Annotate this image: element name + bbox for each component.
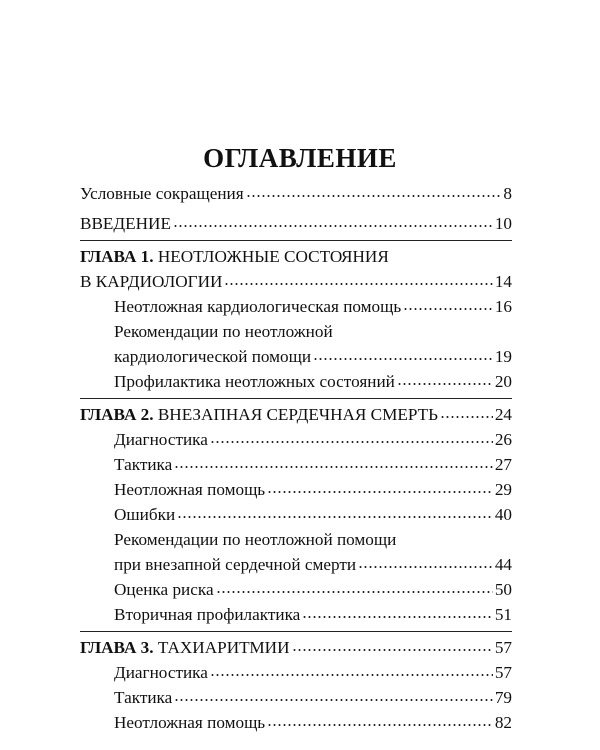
toc-chapter-1[interactable] xyxy=(80,244,512,294)
toc-page-number: 14 xyxy=(494,272,512,291)
toc-section[interactable] xyxy=(80,527,512,577)
toc-section[interactable] xyxy=(80,685,512,710)
toc-page-number: 16 xyxy=(494,297,512,316)
toc-section-text: Диагностика xyxy=(114,663,208,682)
dot-leader xyxy=(267,711,493,728)
chapter-title-line1: НЕОТЛОЖНЫЕ СОСТОЯНИЯ xyxy=(157,247,389,266)
toc-section[interactable] xyxy=(80,427,512,452)
dot-leader xyxy=(440,403,493,420)
toc-section-text: Неотложная кардиологическая помощь xyxy=(114,297,402,316)
section-divider xyxy=(80,398,512,399)
dot-leader xyxy=(177,503,493,520)
toc-page-number: 29 xyxy=(494,480,512,499)
toc-section[interactable] xyxy=(80,477,512,502)
chapter-label: ГЛАВА 1. xyxy=(80,247,154,266)
toc-page-number: 10 xyxy=(494,214,512,233)
toc-section[interactable] xyxy=(80,577,512,602)
toc-section-text: кардиологической помощи xyxy=(114,347,312,366)
toc-page-number: 50 xyxy=(494,580,512,599)
chapter-label: ГЛАВА 3. xyxy=(80,638,154,657)
toc-section-text: Диагностика xyxy=(114,430,208,449)
toc-section-text: Вторичная профилактика xyxy=(114,605,301,624)
toc-section-text: при внезапной сердечной смерти xyxy=(114,555,357,574)
dot-leader xyxy=(302,603,493,620)
dot-leader xyxy=(210,661,493,678)
toc-chapter-2[interactable] xyxy=(80,402,512,427)
dot-leader xyxy=(403,295,493,312)
toc-chapter-3[interactable] xyxy=(80,635,512,660)
chapter-title: ВНЕЗАПНАЯ СЕРДЕЧНАЯ СМЕРТЬ xyxy=(157,405,439,424)
toc-section[interactable] xyxy=(80,502,512,527)
toc-section-text: Неотложная помощь xyxy=(114,713,266,732)
dot-leader xyxy=(174,453,493,470)
dot-leader xyxy=(292,636,493,653)
toc-entry-text: ВВЕДЕНИЕ xyxy=(80,214,171,233)
chapter-label: ГЛАВА 2. xyxy=(80,405,154,424)
toc-section[interactable] xyxy=(80,452,512,477)
toc-section-text-line1: Рекомендации по неотложной xyxy=(114,322,333,341)
toc-entry-abbreviations[interactable] xyxy=(80,181,512,206)
toc-section-text: Неотложная помощь xyxy=(114,480,266,499)
dot-leader xyxy=(397,370,493,387)
dot-leader xyxy=(174,686,493,703)
table-of-contents xyxy=(80,181,512,735)
section-divider xyxy=(80,240,512,241)
toc-entry-text: Условные сокращения xyxy=(80,184,244,203)
toc-page-number: 20 xyxy=(494,372,512,391)
toc-page-number: 51 xyxy=(494,605,512,624)
section-divider xyxy=(80,631,512,632)
toc-page-number: 40 xyxy=(494,505,512,524)
dot-leader xyxy=(173,212,493,229)
toc-page-number: 24 xyxy=(494,405,512,424)
toc-page-number: 79 xyxy=(494,688,512,707)
dot-leader xyxy=(246,182,502,199)
toc-page-number: 8 xyxy=(503,184,512,203)
toc-page-number: 57 xyxy=(494,663,512,682)
toc-entry-introduction[interactable] xyxy=(80,211,512,236)
toc-page-number: 26 xyxy=(494,430,512,449)
toc-page-number: 44 xyxy=(494,555,512,574)
toc-section-text: Ошибки xyxy=(114,505,176,524)
dot-leader xyxy=(267,478,493,495)
dot-leader xyxy=(216,578,493,595)
toc-section[interactable] xyxy=(80,319,512,369)
toc-section-text: Тактика xyxy=(114,688,173,707)
dot-leader xyxy=(313,345,493,362)
toc-page-number: 57 xyxy=(494,638,512,657)
dot-leader xyxy=(358,553,493,570)
dot-leader xyxy=(210,428,493,445)
dot-leader xyxy=(224,270,492,287)
toc-page-number: 27 xyxy=(494,455,512,474)
toc-section[interactable] xyxy=(80,369,512,394)
toc-section-text: Тактика xyxy=(114,455,173,474)
toc-section[interactable] xyxy=(80,294,512,319)
toc-section-text: Оценка риска xyxy=(114,580,214,599)
toc-section[interactable] xyxy=(80,710,512,735)
toc-section[interactable] xyxy=(80,602,512,627)
toc-section-text-line1: Рекомендации по неотложной помощи xyxy=(114,530,397,549)
toc-section-text: Профилактика неотложных состояний xyxy=(114,372,395,391)
toc-title: ОГЛАВЛЕНИЕ xyxy=(203,143,397,173)
toc-page-number: 19 xyxy=(494,347,512,366)
chapter-title-line2: В КАРДИОЛОГИИ xyxy=(80,272,223,291)
toc-page-number: 82 xyxy=(494,713,512,732)
chapter-title: ТАХИАРИТМИИ xyxy=(157,638,290,657)
toc-section[interactable] xyxy=(80,660,512,685)
